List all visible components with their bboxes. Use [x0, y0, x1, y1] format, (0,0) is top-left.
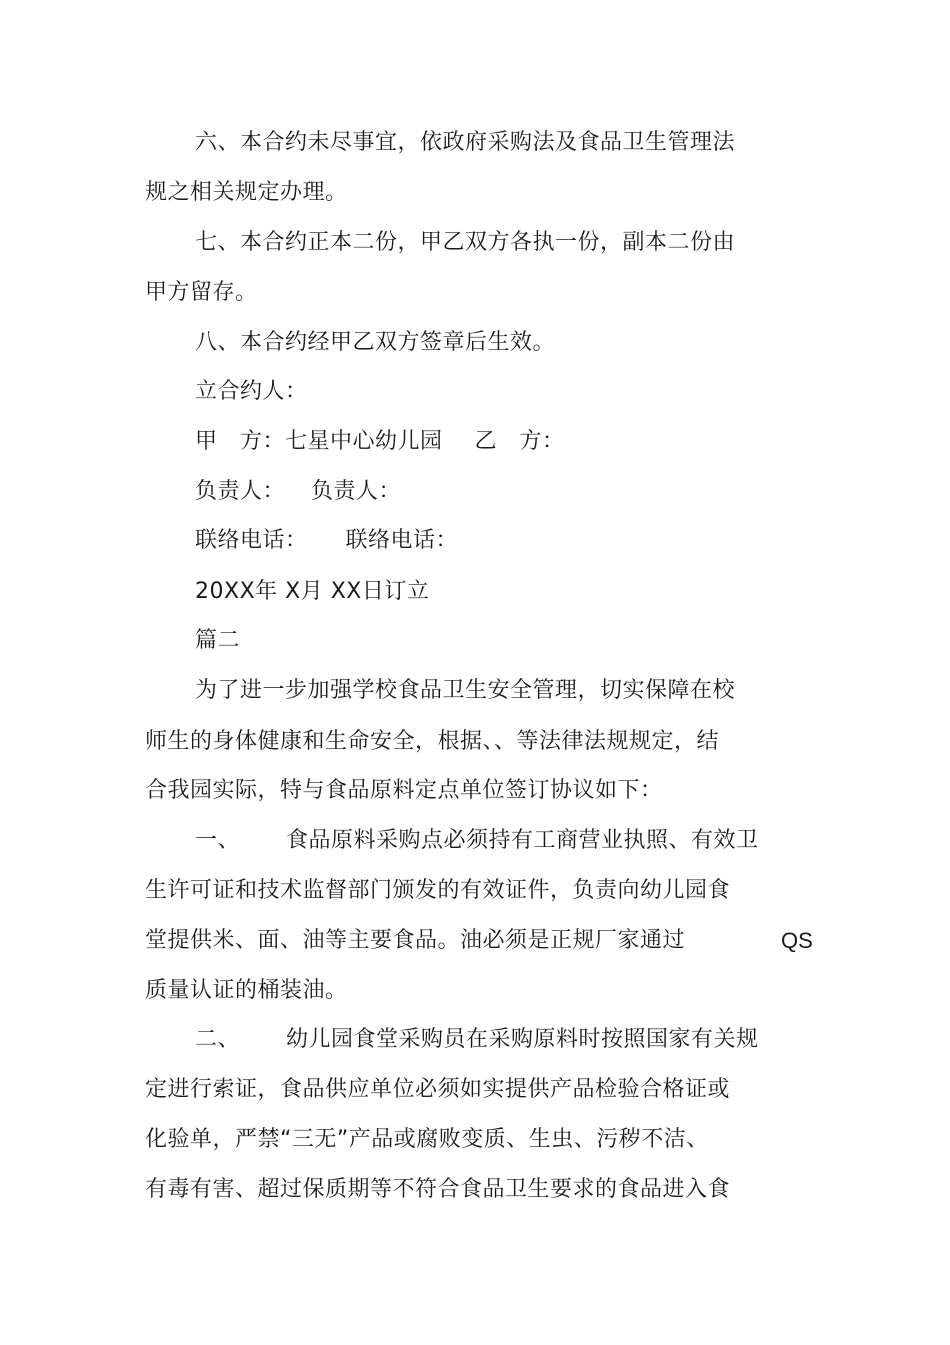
paragraph-line: 为了进一步加强学校食品卫生安全管理，切实保障在校 [195, 678, 736, 703]
paragraph-line: 合我园实际，特与食品原料定点单位签订协议如下： [145, 778, 663, 803]
paragraph-line: 有毒有害、超过保质期等不符合食品卫生要求的食品进入食 [145, 1177, 731, 1202]
paragraph-line: 甲方留存。 [145, 280, 258, 305]
paragraph-line: 七、本合约正本二份，甲乙双方各执一份，副本二份由 [195, 230, 736, 255]
party-a-name: 七星中心幼儿园 [285, 429, 443, 454]
phone-b-label: 联络电话： [345, 528, 459, 553]
paragraph-line: 八、本合约经甲乙双方签章后生效。 [195, 330, 556, 355]
paragraph-line: 质量认证的桶装油。 [145, 978, 348, 1003]
item-two-number: 二、 [195, 1027, 241, 1052]
item-one-text: 食品原料采购点必须持有工商营业执照、有效卫 [286, 828, 759, 853]
paragraph-line: 六、本合约未尽事宜，依政府采购法及食品卫生管理法 [195, 130, 736, 155]
signatories-heading: 立合约人： [195, 379, 308, 404]
paragraph-line: 化验单，严禁“三无”产品或腐败变质、生虫、污秽不洁、 [145, 1127, 709, 1152]
paragraph-line: 规之相关规定办理。 [145, 180, 348, 205]
qs-mark: QS [781, 928, 813, 953]
phone-a-label: 联络电话： [195, 528, 308, 553]
party-b-label: 乙 方： [474, 429, 565, 454]
item-two-text: 幼儿园食堂采购员在采购原料时按照国家有关规 [286, 1027, 759, 1052]
paragraph-line: 定进行索证，食品供应单位必须如实提供产品检验合格证或 [145, 1077, 731, 1102]
paragraph-line: 生许可证和技术监督部门颁发的有效证件，负责向幼儿园食 [145, 878, 731, 903]
paragraph-line: 堂提供米、面、油等主要食品。油必须是正规厂家通过 [145, 928, 686, 953]
paragraph-line: 师生的身体健康和生命安全，根据、、等法律法规规定，结 [145, 729, 720, 754]
item-one-first-line [195, 826, 759, 856]
responsible-line [195, 477, 401, 507]
responsible-a-label: 负责人： [195, 479, 286, 504]
party-line [195, 427, 565, 457]
party-a-label: 甲 方： [195, 429, 286, 454]
responsible-b-label: 负责人： [311, 479, 402, 504]
item-two-first-line [195, 1025, 759, 1055]
date-line: 20XX年 X月 XX日订立 [195, 579, 430, 604]
phone-line [195, 526, 458, 556]
section-heading: 篇二 [195, 628, 241, 653]
item-one-number: 一、 [195, 828, 241, 853]
